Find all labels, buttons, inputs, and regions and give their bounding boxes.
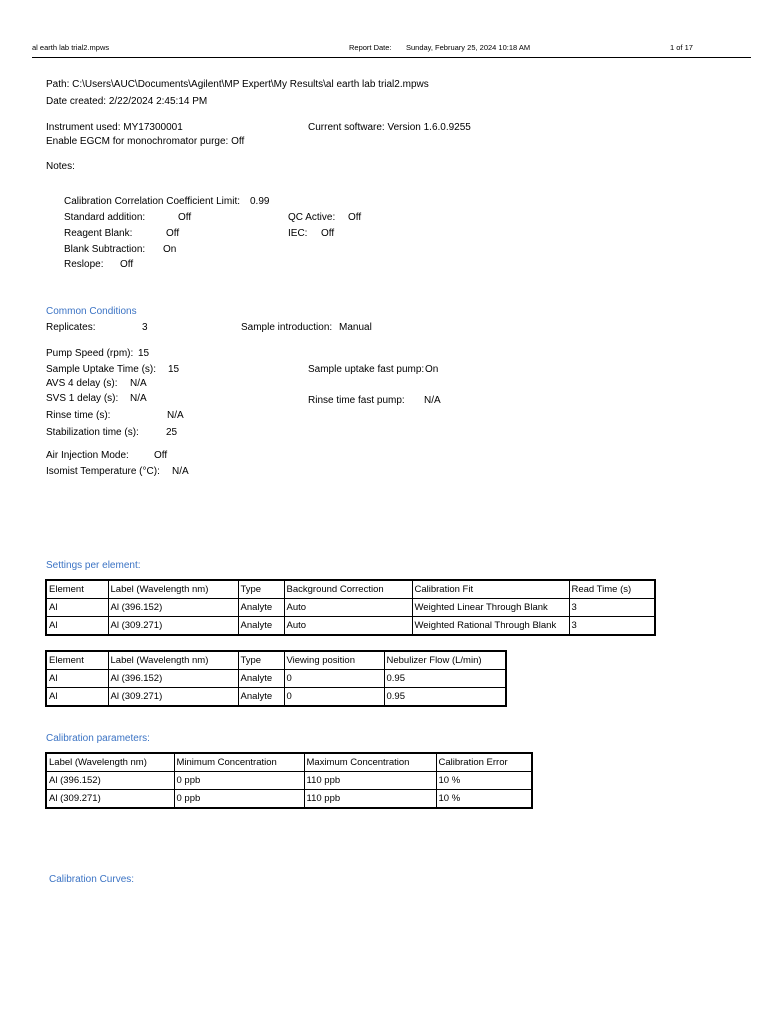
stabilization-time-label: Stabilization time (s): — [46, 427, 139, 438]
table-cell: 0 — [284, 670, 384, 688]
column-header: Element — [46, 651, 108, 670]
settings-per-element-title: Settings per element: — [46, 560, 141, 571]
table-cell: 0.95 — [384, 688, 506, 707]
report-date-label: Report Date: — [349, 43, 392, 52]
column-header: Element — [46, 580, 108, 599]
uptake-time-label: Sample Uptake Time (s): — [46, 364, 157, 375]
instrument-used: Instrument used: MY17300001 — [46, 122, 183, 133]
table-cell: Al (396.152) — [108, 670, 238, 688]
column-header: Background Correction — [284, 580, 412, 599]
table-cell: 0 ppb — [174, 790, 304, 809]
table-row — [46, 688, 506, 707]
calibration-parameters-table — [45, 752, 533, 809]
rinse-fast-pump-label: Rinse time fast pump: — [308, 395, 405, 406]
stabilization-time-value: 25 — [166, 427, 178, 438]
table-cell: 110 ppb — [304, 772, 436, 790]
table-cell: 3 — [569, 599, 655, 617]
replicates-value: 3 — [142, 322, 148, 333]
svs-delay-value: N/A — [130, 393, 147, 404]
table-cell: Al — [46, 599, 108, 617]
element-viewing-table — [45, 650, 507, 707]
column-header: Maximum Concentration — [304, 753, 436, 772]
table-cell: 0 — [284, 688, 384, 707]
table-cell: Al (309.271) — [46, 790, 174, 809]
calibration-parameters-title: Calibration parameters: — [46, 733, 150, 744]
header-rule — [32, 57, 751, 58]
reagent-blank-label: Reagent Blank: — [64, 228, 133, 239]
rinse-fast-pump-value: N/A — [424, 395, 441, 406]
table-cell: 0.95 — [384, 670, 506, 688]
table-cell: Analyte — [238, 617, 284, 636]
qc-label: QC Active: — [288, 212, 336, 223]
table-cell: 0 ppb — [174, 772, 304, 790]
current-software: Current software: Version 1.6.0.9255 — [308, 122, 471, 133]
blank-subtraction-label: Blank Subtraction: — [64, 244, 146, 255]
column-header: Calibration Error — [436, 753, 532, 772]
element-settings-table — [45, 579, 656, 636]
column-header: Type — [238, 580, 284, 599]
column-header: Type — [238, 651, 284, 670]
svs-delay-label: SVS 1 delay (s): — [46, 393, 119, 404]
table-cell: Al (396.152) — [46, 772, 174, 790]
blank-subtraction-value: On — [163, 244, 177, 255]
table-cell: Al (396.152) — [108, 599, 238, 617]
table-header-row — [46, 651, 506, 670]
table-cell: Auto — [284, 599, 412, 617]
table-cell: 110 ppb — [304, 790, 436, 809]
rinse-time-label: Rinse time (s): — [46, 410, 111, 421]
table-cell: Al — [46, 688, 108, 707]
iec-label: IEC: — [288, 228, 308, 239]
path-line: Path: C:\Users\AUC\Documents\Agilent\MP Expert\My Results\al earth lab trial2.mpws — [46, 79, 429, 90]
date-created: Date created: 2/22/2024 2:45:14 PM — [46, 96, 208, 107]
sample-intro-label: Sample introduction: — [241, 322, 333, 333]
table-cell: Analyte — [238, 670, 284, 688]
egcm-setting: Enable EGCM for monochromator purge: Off — [46, 136, 245, 147]
ccl-label: Calibration Correlation Coefficient Limit: — [64, 196, 241, 207]
table-cell: Analyte — [238, 688, 284, 707]
qc-value: Off — [348, 212, 362, 223]
table-row — [46, 670, 506, 688]
header-filename: al earth lab trial2.mpws — [32, 43, 110, 52]
std-add-value: Off — [178, 212, 192, 223]
avs-delay-label: AVS 4 delay (s): — [46, 378, 118, 389]
table-header-row — [46, 580, 655, 599]
table-header-row — [46, 753, 532, 772]
table-row — [46, 790, 532, 809]
uptake-time-value: 15 — [168, 364, 180, 375]
pump-speed-value: 15 — [138, 348, 150, 359]
table-cell: 10 % — [436, 790, 532, 809]
column-header: Calibration Fit — [412, 580, 569, 599]
column-header: Nebulizer Flow (L/min) — [384, 651, 506, 670]
reslope-label: Reslope: — [64, 259, 104, 270]
table-cell: Al (309.271) — [108, 617, 238, 636]
table-cell: Al (309.271) — [108, 688, 238, 707]
uptake-fast-pump-value: On — [425, 364, 439, 375]
isomist-temp-label: Isomist Temperature (°C): — [46, 466, 160, 477]
report-date-value: Sunday, February 25, 2024 10:18 AM — [406, 43, 531, 52]
table-row — [46, 617, 655, 636]
rinse-time-value: N/A — [167, 410, 184, 421]
std-add-label: Standard addition: — [64, 212, 146, 223]
table-cell: Weighted Rational Through Blank — [412, 617, 569, 636]
ccl-value: 0.99 — [250, 196, 270, 207]
iec-value: Off — [321, 228, 335, 239]
page-number: 1 of 17 — [670, 43, 693, 52]
common-conditions-title: Common Conditions — [46, 306, 137, 317]
table-cell: 10 % — [436, 772, 532, 790]
table-cell: Analyte — [238, 599, 284, 617]
isomist-temp-value: N/A — [172, 466, 189, 477]
table-cell: Weighted Linear Through Blank — [412, 599, 569, 617]
reslope-value: Off — [120, 259, 134, 270]
replicates-label: Replicates: — [46, 322, 96, 333]
table-cell: Al — [46, 617, 108, 636]
table-cell: Al — [46, 670, 108, 688]
notes-label: Notes: — [46, 161, 75, 172]
calibration-curves-title: Calibration Curves: — [49, 874, 135, 885]
table-row — [46, 599, 655, 617]
column-header: Minimum Concentration — [174, 753, 304, 772]
column-header: Label (Wavelength nm) — [46, 753, 174, 772]
column-header: Label (Wavelength nm) — [108, 651, 238, 670]
table-cell: 3 — [569, 617, 655, 636]
table-row — [46, 772, 532, 790]
column-header: Viewing position — [284, 651, 384, 670]
sample-intro-value: Manual — [339, 322, 372, 333]
column-header: Label (Wavelength nm) — [108, 580, 238, 599]
air-injection-value: Off — [154, 450, 168, 461]
reagent-blank-value: Off — [166, 228, 180, 239]
air-injection-label: Air Injection Mode: — [46, 450, 129, 461]
uptake-fast-pump-label: Sample uptake fast pump: — [308, 364, 425, 375]
column-header: Read Time (s) — [569, 580, 655, 599]
table-cell: Auto — [284, 617, 412, 636]
pump-speed-label: Pump Speed (rpm): — [46, 348, 134, 359]
avs-delay-value: N/A — [130, 378, 147, 389]
